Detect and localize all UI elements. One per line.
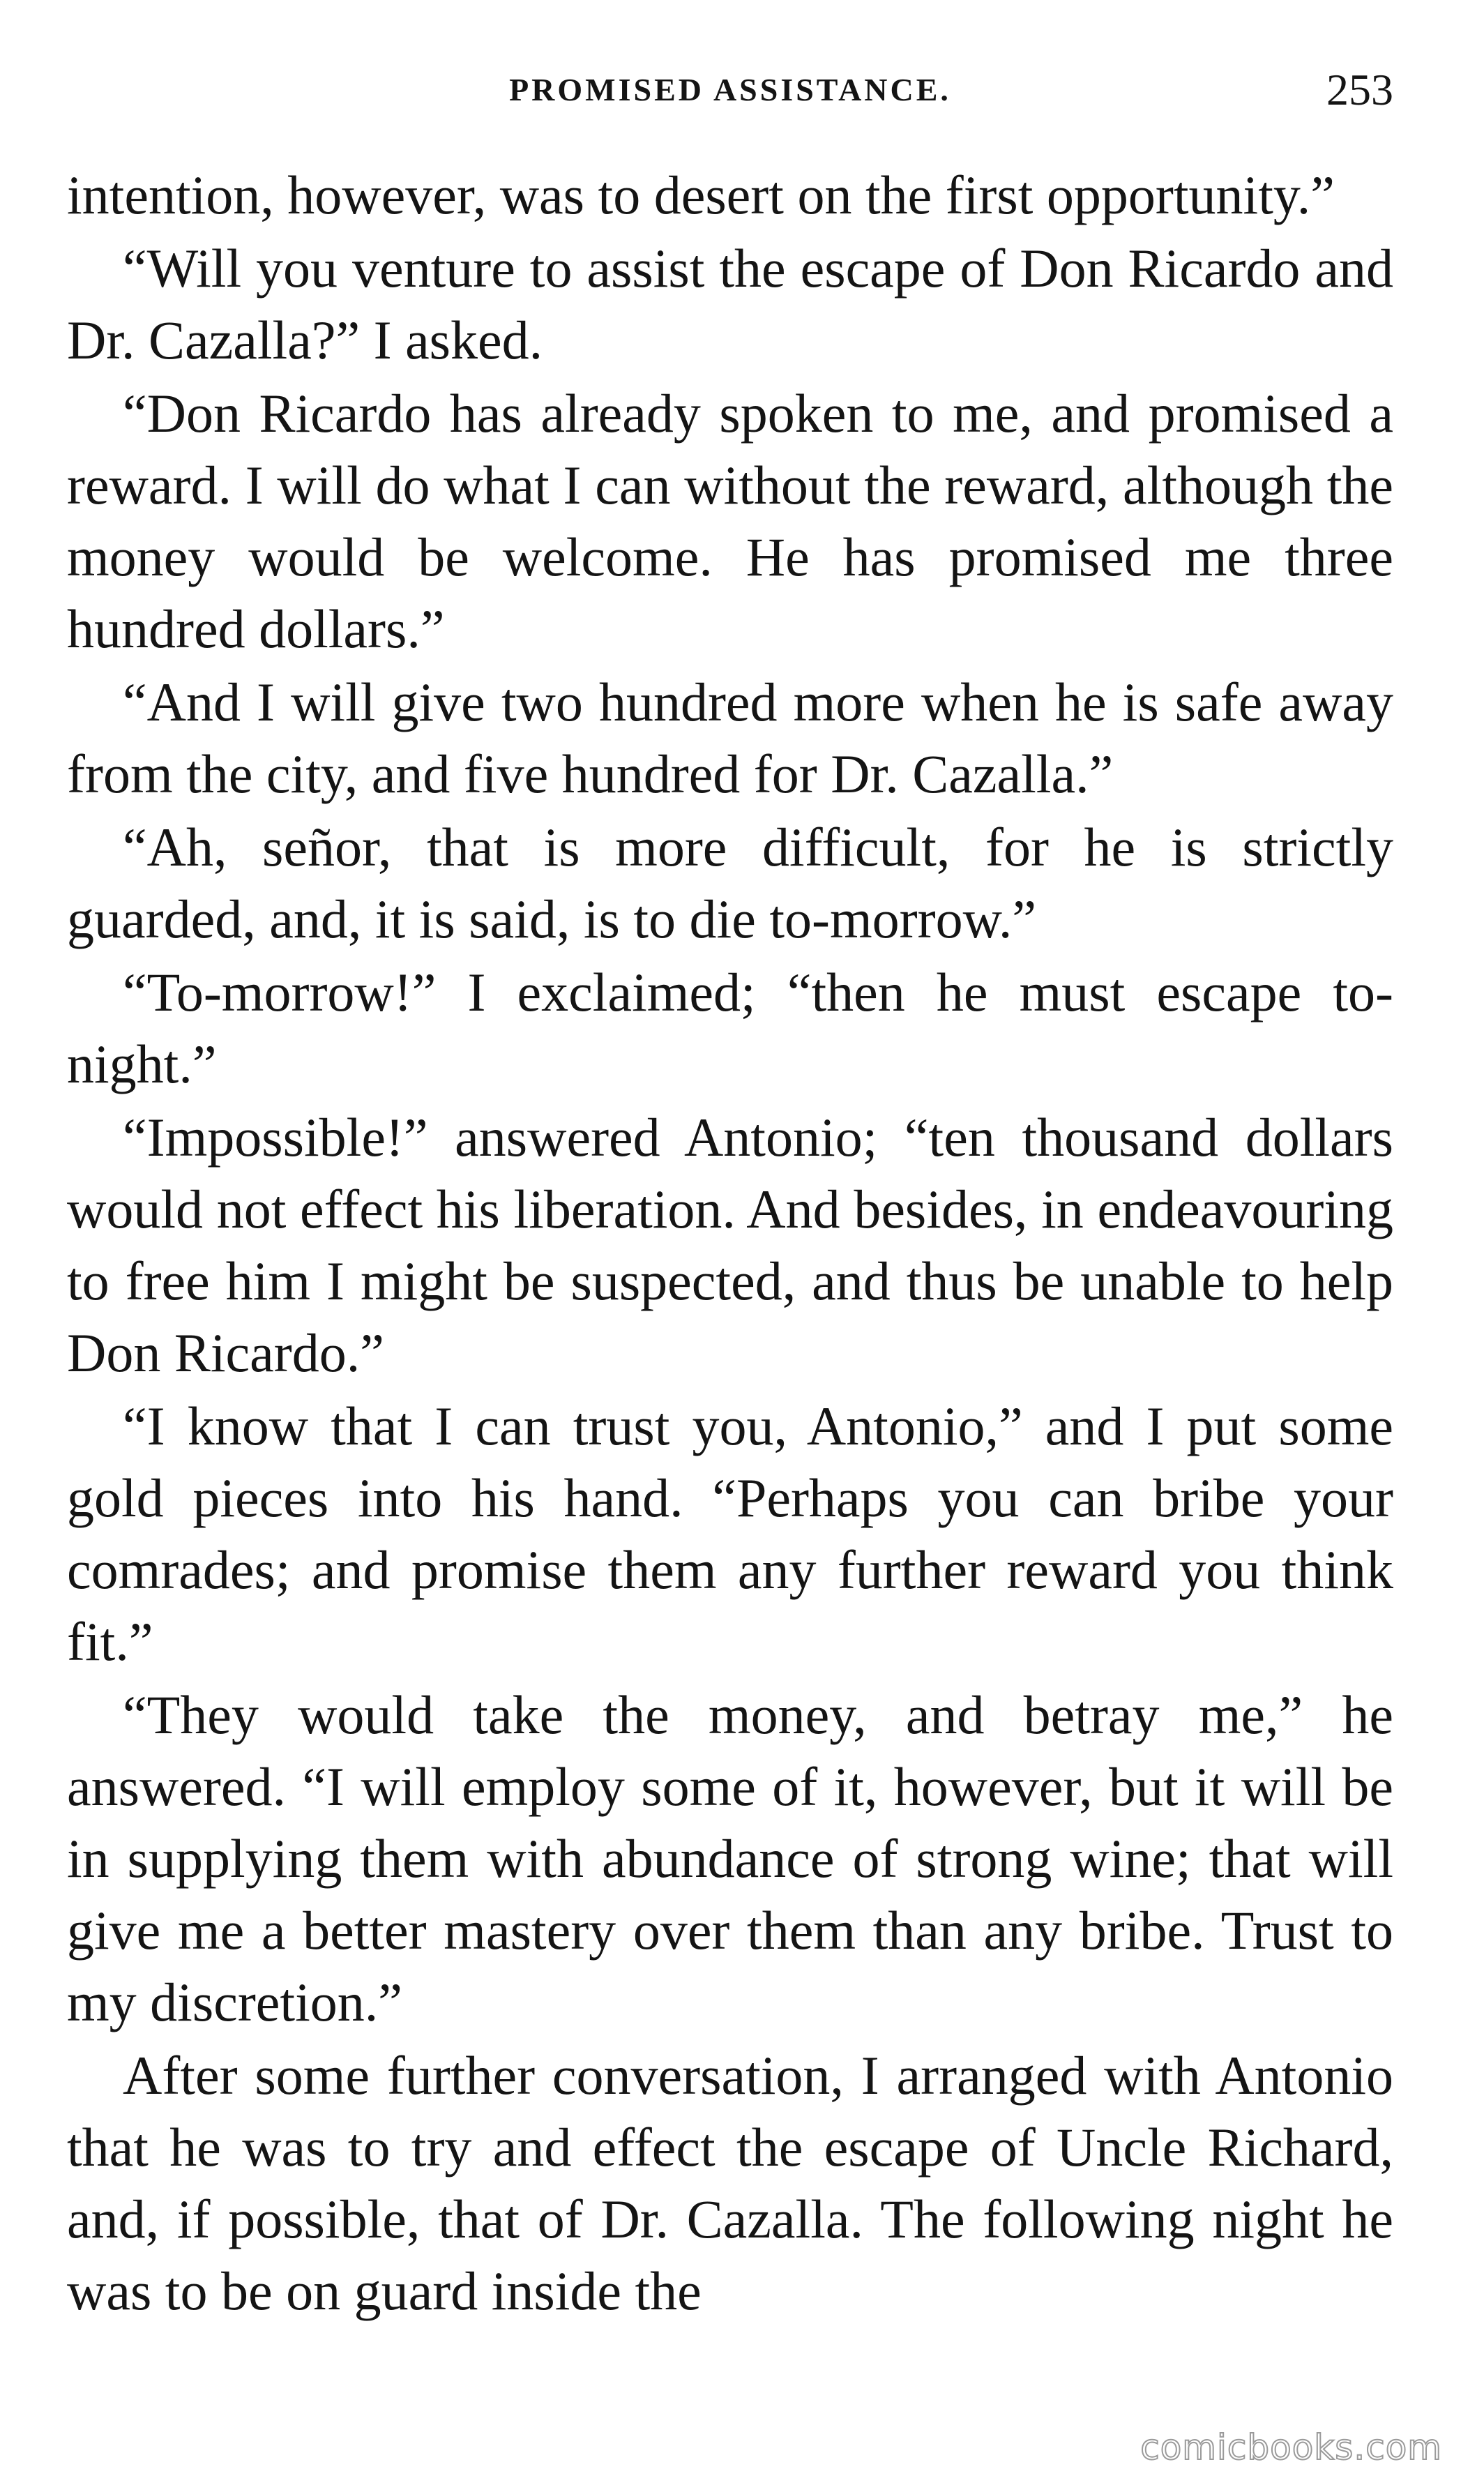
paragraph: “Ah, señor, that is more difficult, for he is strictly guarded, and, it is said, is to die to-morrow.” xyxy=(67,817,1393,949)
body-text xyxy=(67,159,1393,2327)
paragraph: “To-morrow!” I exclaimed; “then he must escape to-night.” xyxy=(67,962,1393,1094)
running-title: PROMISED ASSISTANCE. xyxy=(509,72,951,107)
paragraph: “They would take the money, and betray me,” he answered. “I will employ some of it, however, but it will be in supplying them with abundance of strong wine; that will give me a better mastery over them than any bribe. Trust to my discretion.” xyxy=(67,1684,1393,2032)
paragraph: “And I will give two hundred more when he is safe away from the city, and five hundred for Dr. Cazalla.” xyxy=(67,672,1393,804)
paragraph: “Will you venture to assist the escape of Don Ricardo and Dr. Cazalla?” I asked. xyxy=(67,238,1393,370)
running-header xyxy=(67,64,1393,120)
paragraph: After some further conversation, I arranged with Antonio that he was to try and effect the escape of Uncle Richard, and, if possible, that of Dr. Cazalla. The following night he was to be on guard inside the xyxy=(67,2045,1393,2321)
paragraph: “I know that I can trust you, Antonio,” and I put some gold pieces into his hand. “Perhaps you can bribe your comrades; and promise them any further reward you think fit.” xyxy=(67,1396,1393,1672)
paragraph: “Don Ricardo has already spoken to me, and promised a reward. I will do what I can without the reward, although the money would be welcome. He has promised me three hundred dollars.” xyxy=(67,383,1393,659)
paragraph: “Impossible!” answered Antonio; “ten thousand dollars would not effect his liberation. And besides, in endeavouring to free him I might be suspected, and thus be unable to help Don Ricardo.” xyxy=(67,1107,1393,1383)
page-number: 253 xyxy=(1326,65,1393,114)
watermark: comicbooks.com xyxy=(1140,2427,1442,2468)
paragraph: intention, however, was to desert on the first opportunity.” xyxy=(67,165,1335,225)
